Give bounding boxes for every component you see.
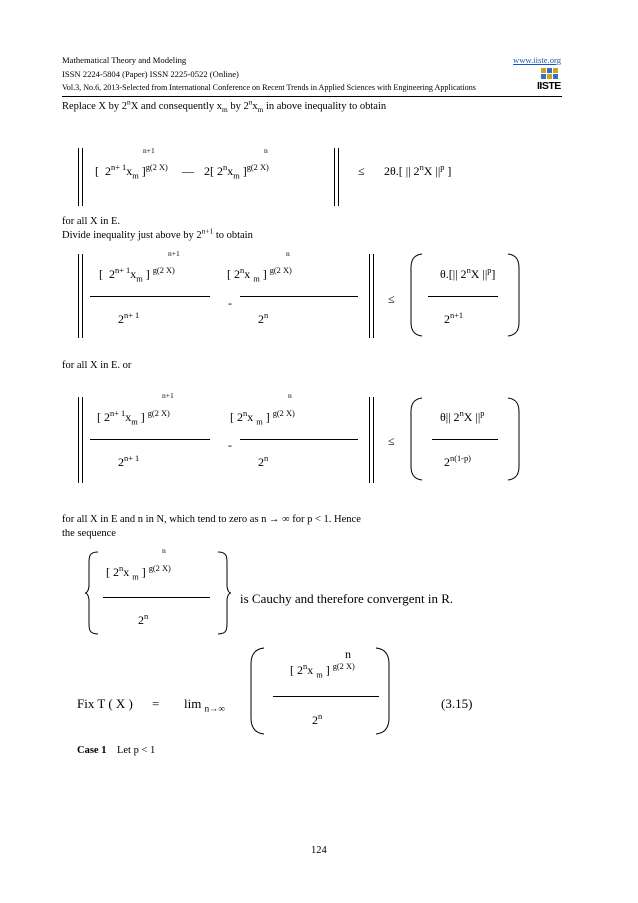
issn-line: ISSN 2224-5804 (Paper) ISSN 2225-0522 (Online) [62, 69, 239, 79]
intro-part: by 2 [227, 101, 249, 112]
sub: m [131, 417, 138, 427]
sup: g(2 X) [332, 662, 355, 671]
eq2-num-left [99, 267, 175, 282]
fraction-bar [103, 597, 210, 598]
eq2-den-right [444, 312, 463, 327]
term: x [227, 164, 234, 178]
bracket: ] [265, 410, 270, 424]
sub: m [221, 105, 228, 115]
sup: g(2 X) [246, 163, 269, 172]
term: 2 [444, 312, 450, 326]
logo-wordmark: IISTE [537, 80, 561, 92]
case-label: Case 1 [77, 745, 107, 756]
term: 2 [444, 455, 450, 469]
intro-part: in above inequality to obtain [263, 101, 387, 112]
fraction-bar [428, 296, 498, 297]
seq-numerator [106, 565, 171, 580]
exp-label: n [345, 647, 351, 661]
bracket: [ [290, 663, 294, 677]
term: 2 [297, 663, 303, 677]
eq2-den-mid [258, 312, 268, 327]
norm-bar [369, 254, 370, 338]
equals-sign: = [152, 696, 160, 711]
fix-label: Fix T ( X ) [77, 696, 133, 711]
bracket: ] [140, 410, 145, 424]
term: 2 [118, 455, 124, 469]
sub: m [132, 171, 139, 181]
sup: n [318, 712, 323, 721]
iiste-logo [537, 67, 563, 93]
lim-subscript: n→∞ [204, 703, 225, 714]
fraction-bar [432, 439, 498, 440]
norm-bar [78, 397, 79, 483]
sup: n [223, 163, 228, 172]
sup: g(2 X) [145, 163, 168, 172]
intro-part: x [252, 101, 258, 112]
sup: n+ 1 [110, 409, 126, 418]
leq-sign: ≤ [388, 434, 395, 448]
sup: n+ 1 [124, 311, 140, 320]
eq3-num-right [440, 410, 484, 425]
term: x [123, 565, 130, 579]
lim-text: lim [184, 696, 202, 711]
convergence-text: for all X in E and n in N, which tend to zero as n → ∞ for p < 1. Hence [62, 514, 361, 525]
def-numerator [290, 663, 355, 678]
seq-denominator [138, 613, 148, 628]
sup: n(1-p) [450, 454, 471, 463]
bracket: ] [145, 267, 150, 281]
bracket: ] [242, 164, 247, 178]
bracket: [ [227, 267, 231, 281]
bracket: [ [95, 164, 99, 178]
term: X || [470, 267, 488, 281]
eq1-right [384, 164, 451, 179]
volume-line: Vol.3, No.6, 2013-Selected from International Conference on Recent Trends in Applied Sciences with Engineering Applications [62, 83, 476, 92]
fraction-bar [240, 439, 358, 440]
norm-bar [369, 397, 370, 483]
journal-title: Mathematical Theory and Modeling [62, 55, 187, 65]
sub: m [253, 274, 260, 284]
sup: n+1 [450, 311, 464, 320]
term: 2 [234, 267, 240, 281]
term: 2[ 2 [204, 164, 223, 178]
sub: m [136, 274, 143, 284]
intro-line [62, 97, 387, 115]
eq3-num-left [97, 410, 170, 425]
term: 2 [258, 455, 264, 469]
sup: n [264, 311, 269, 320]
journal-url[interactable]: www.iiste.org [513, 55, 561, 65]
fraction-bar [90, 296, 210, 297]
bracket: ] [141, 164, 146, 178]
case-line [77, 745, 155, 756]
eq3-den-mid [258, 455, 268, 470]
sub: m [316, 670, 323, 680]
fraction-bar [240, 296, 358, 297]
bracket: ] [141, 565, 146, 579]
term: x [307, 663, 314, 677]
exp-label: n [264, 146, 268, 155]
sup: g(2 X) [272, 409, 295, 418]
norm-bar [82, 397, 83, 483]
sup: n [264, 454, 269, 463]
eq2-num-right [440, 267, 495, 282]
fraction-bar [90, 439, 210, 440]
term: 2 [237, 410, 243, 424]
sup: n+1 [201, 226, 214, 236]
exp-label: n+1 [143, 146, 155, 155]
exp-label: n+1 [162, 391, 174, 400]
sup: n [466, 266, 471, 275]
term: X || [423, 164, 441, 178]
sup: n+ 1 [115, 266, 131, 275]
bracket: ] [262, 267, 267, 281]
term: 2 [105, 164, 111, 178]
sup: n [243, 409, 248, 418]
norm-bar [82, 254, 83, 338]
norm-bar [78, 254, 79, 338]
term: 2 [138, 613, 144, 627]
eq2-num-mid [227, 267, 292, 282]
minus-sign: — [182, 164, 194, 178]
exp-label: n [162, 546, 166, 555]
fraction-bar [273, 696, 379, 697]
norm-bar [78, 148, 79, 206]
paren-pair [410, 252, 520, 338]
term: 2 [109, 267, 115, 281]
sup: n [119, 564, 124, 573]
norm-bar [373, 254, 374, 338]
term: 2θ.[ || 2 [384, 164, 420, 178]
norm-bar [334, 148, 335, 206]
term: 2 [258, 312, 264, 326]
divide-part: Divide inequality just above by 2 [62, 230, 202, 241]
sup: n+ 1 [111, 163, 127, 172]
norm-bar [338, 148, 339, 206]
sub: m [132, 572, 139, 582]
sup: p [440, 163, 445, 172]
sub: m [256, 417, 263, 427]
term: 2 [118, 312, 124, 326]
sub: m [233, 171, 240, 181]
term: θ.[|| 2 [440, 267, 467, 281]
sup: n+ 1 [124, 454, 140, 463]
sup: n [127, 97, 131, 107]
sup: n [240, 266, 245, 275]
sup: n [459, 409, 464, 418]
term: 2 [104, 410, 110, 424]
sequence-text: the sequence [62, 528, 116, 539]
sup: g(2 X) [148, 564, 171, 573]
page-number: 124 [311, 845, 327, 856]
exp-label: n+1 [168, 249, 180, 258]
for-all-text-2: for all X in E. or [62, 360, 132, 371]
divide-line [62, 226, 253, 241]
sup: n [144, 612, 149, 621]
sub: m [257, 105, 264, 115]
norm-bar [373, 397, 374, 483]
term: 2 [312, 713, 318, 727]
term: ] [444, 164, 452, 178]
leq-sign: ≤ [358, 164, 365, 178]
term: X || [463, 410, 481, 424]
eq1-mid [204, 164, 269, 179]
equation-number: (3.15) [441, 696, 473, 711]
exp-label: n [286, 249, 290, 258]
minus-sign: - [228, 296, 232, 310]
eq2-den-left [118, 312, 139, 327]
sup: n [248, 97, 253, 107]
sup: g(2 X) [152, 266, 175, 275]
eq3-num-mid [230, 410, 295, 425]
def-denominator [312, 713, 322, 728]
intro-part: X and consequently x [130, 101, 222, 112]
sup: n [303, 662, 308, 671]
bracket: [ [99, 267, 103, 281]
sup: p [480, 409, 485, 418]
term: θ|| 2 [440, 410, 460, 424]
sup: g(2 X) [269, 266, 292, 275]
term: x [244, 267, 251, 281]
case-text: Let p < 1 [116, 745, 156, 756]
divide-part: to obtain [213, 230, 253, 241]
header-rule [62, 96, 562, 97]
eq1-left [95, 164, 168, 179]
intro-part: Replace X by 2 [62, 101, 128, 112]
cauchy-text: is Cauchy and therefore convergent in R. [240, 591, 454, 606]
sup: p [487, 266, 492, 275]
eq3-den-right [444, 455, 471, 470]
term: x [247, 410, 254, 424]
term: 2 [113, 565, 119, 579]
leq-sign: ≤ [388, 292, 395, 306]
minus-sign: - [228, 438, 232, 452]
bracket: [ [97, 410, 101, 424]
norm-bar [82, 148, 83, 206]
bracket: [ [230, 410, 234, 424]
bracket: ] [325, 663, 330, 677]
bracket: [ [106, 565, 110, 579]
limit-operator [184, 696, 225, 712]
sup: g(2 X) [147, 409, 170, 418]
exp-label: n [288, 391, 292, 400]
eq3-den-left [118, 455, 139, 470]
term: x [130, 267, 137, 281]
term: ] [491, 267, 496, 281]
for-all-text-1: for all X in E. [62, 216, 121, 227]
sup: n [419, 163, 424, 172]
term: x [126, 164, 133, 178]
term: x [125, 410, 132, 424]
